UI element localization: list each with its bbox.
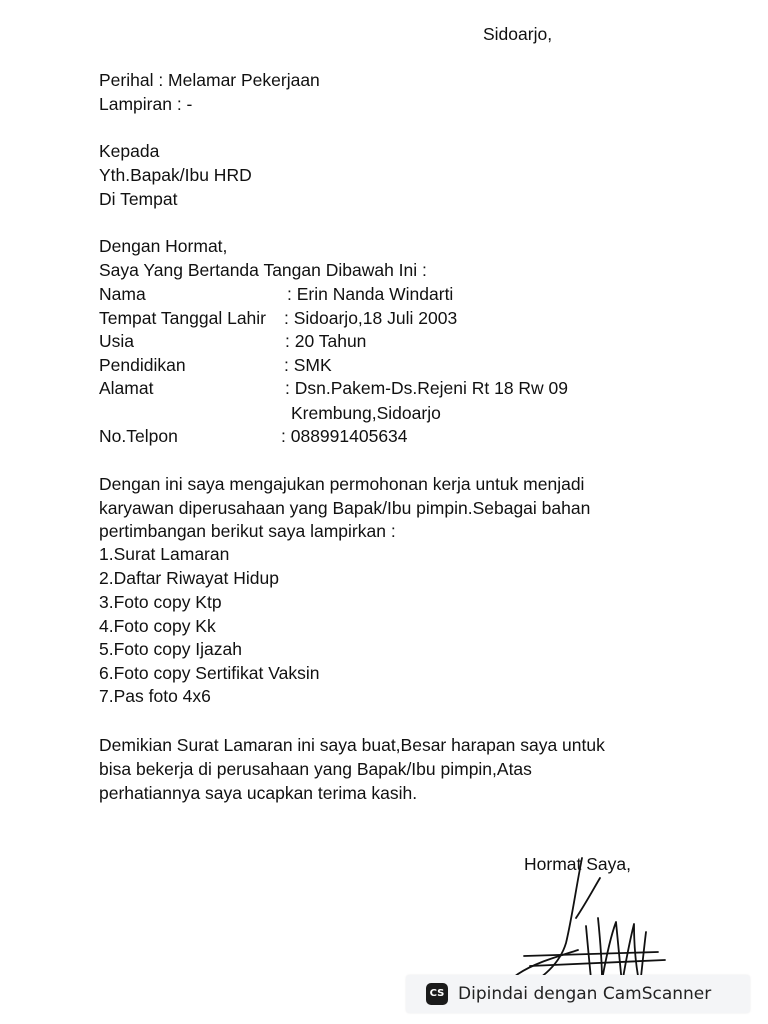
camscanner-logo-icon: CS — [426, 983, 448, 1005]
closing-line: Demikian Surat Lamaran ini saya buat,Besar harapan saya untuk — [99, 735, 605, 755]
attachment-item: 4.Foto copy Kk — [99, 616, 216, 636]
intro-line: Saya Yang Bertanda Tangan Dibawah Ini : — [99, 260, 427, 280]
body-line: Dengan ini saya mengajukan permohonan kerja untuk menjadi — [99, 474, 585, 494]
attachment-item: 3.Foto copy Ktp — [99, 592, 222, 612]
subject-line: Perihal : Melamar Pekerjaan — [99, 70, 320, 90]
recipient-line: Di Tempat — [99, 189, 178, 209]
attachment-item: 6.Foto copy Sertifikat Vaksin — [99, 663, 320, 683]
education-label: Pendidikan — [99, 355, 186, 375]
name-value: : Erin Nanda Windarti — [287, 284, 454, 304]
address-value: : Dsn.Pakem-Ds.Rejeni Rt 18 Rw 09 — [285, 378, 569, 398]
phone-label: No.Telpon — [99, 426, 178, 446]
closing-line: bisa bekerja di perusahaan yang Bapak/Ibu pimpin,Atas — [99, 759, 532, 779]
birth-value: : Sidoarjo,18 Juli 2003 — [284, 308, 458, 328]
body-line: pertimbangan berikut saya lampirkan : — [99, 521, 396, 541]
camscanner-watermark — [406, 975, 750, 1013]
body-line: karyawan diperusahaan yang Bapak/Ibu pimpin.Sebagai bahan — [99, 498, 591, 518]
education-value: : SMK — [284, 355, 332, 375]
recipient-line: Yth.Bapak/Ibu HRD — [99, 165, 252, 185]
attachment-item: 1.Surat Lamaran — [99, 544, 230, 564]
attachment-item: 7.Pas foto 4x6 — [99, 686, 211, 706]
attachment-item: 5.Foto copy Ijazah — [99, 639, 242, 659]
sign-off: Hormat Saya, — [524, 854, 631, 874]
address-value-continued: Krembung,Sidoarjo — [291, 403, 441, 423]
attachment-item: 2.Daftar Riwayat Hidup — [99, 568, 279, 588]
closing-line: perhatiannya saya ucapkan terima kasih. — [99, 783, 418, 803]
age-value: : 20 Tahun — [285, 331, 367, 351]
place-date: Sidoarjo, — [483, 24, 553, 44]
greeting: Dengan Hormat, — [99, 236, 228, 256]
attachment-line: Lampiran : - — [99, 94, 193, 114]
recipient-line: Kepada — [99, 141, 160, 161]
camscanner-text: Dipindai dengan CamScanner — [458, 984, 712, 1004]
birth-label: Tempat Tanggal Lahir — [99, 308, 267, 328]
address-label: Alamat — [99, 378, 154, 398]
phone-value: : 088991405634 — [281, 426, 408, 446]
name-label: Nama — [99, 284, 146, 304]
age-label: Usia — [99, 331, 135, 351]
